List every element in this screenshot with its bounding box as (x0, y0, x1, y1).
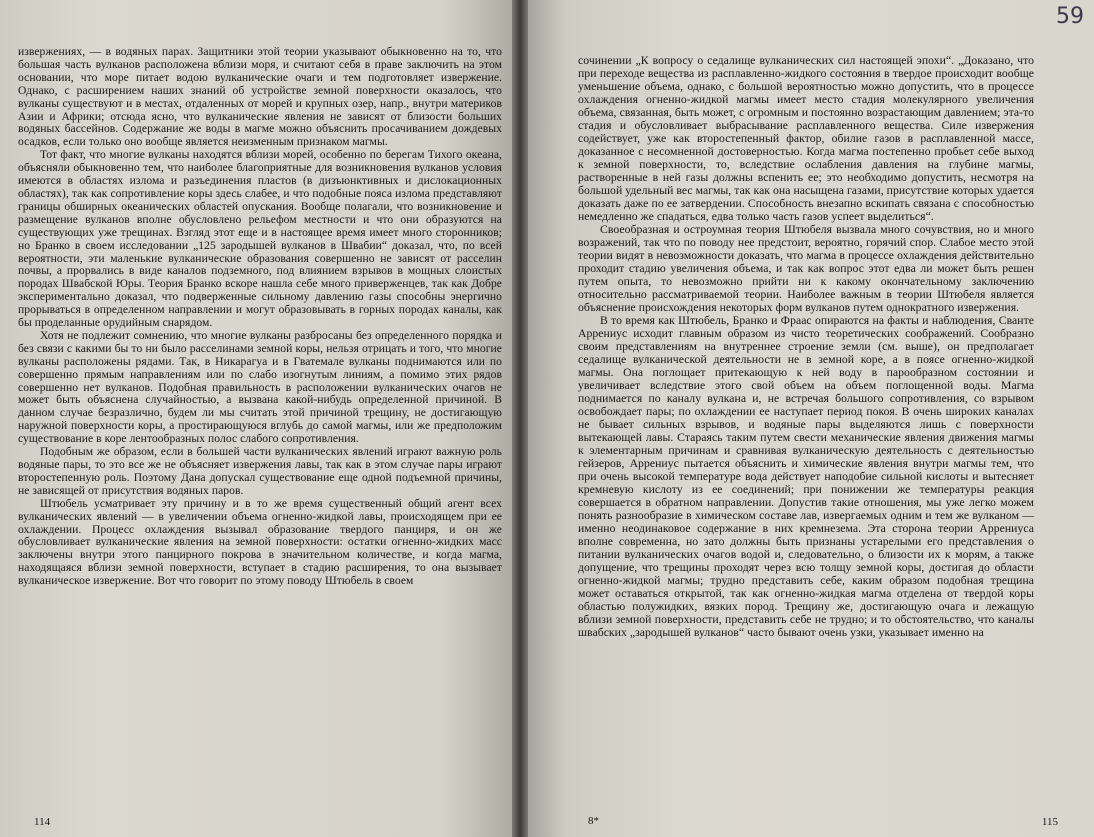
paragraph: сочинении „К вопросу о седалище вулканических сил настоящей эпохи“. „Доказано, что при переходе вещества из расплавленно-жидкого состояния в твердое происходит вообще уменьшение объема, однако, с большой вероятностью можно допустить, что в процессе охлаждения огненно-жидкой магмы имеет место стадия молекулярного увеличения объема, связанная, быть может, с огромным и постоянно возрастающим давлением; эта-то стадия и обусловливает выбрасывание расплавленного вещества. Силе извержения содействует, уже как второстепенный фактор, обилие газов в расплавленной массе, доказанное с несомненной достоверностью. Когда магма постепенно пробьет себе выход к земной поверхности, то, вследствие ослабления давления на глубине магмы, растворенные в ней газы должны вспенить ее; это необходимо допустить, несмотря на большой удельный вес магмы, так как она насыщена газами, присутствие которых удается доказать даже по ее затвердении. Способность внезапно вскипать связана с способностью немедленно же спадаться, едва только часть газов успеет выделиться“. (578, 54, 1034, 223)
paragraph: Тот факт, что многие вулканы находятся вблизи морей, особенно по берегам Тихого океана, объясняли обыкновенно тем, что наиболее благоприятные для возникновения вулканов условия имеются в областях излома и разъединения пластов (в дизъюнктивных и дислокационных областях), так как сопротивление коры здесь слабее, и что подобные пояса излома представляют границы обширных океанических областей опускания. Вообще полагали, что возникновение и размещение вулканов вполне обусловлено рельефом местности и что они образуются на существующих уже трещинах. Взгляд этот еще и в настоящее время имеет много сторонников; но Бранко в своем исследовании „125 зародышей вулканов в Швабии“ доказал, что, по всей вероятности, эти маленькие вулканические образования совершенно не зависят от расселин почвы, а прорвались в виде каналов подземного, под влиянием взрывов в мощных слоистых породах Швабской Юры. Теория Бранко вскоре нашла себе много приверженцев, так как Добре экспериментально доказал, что подверженные сильному давлению газы способны энергично прорываться в определенном направлении и могут образовывать в горных породах каналы, как бы проделанные орудийным снарядом. (18, 148, 502, 330)
signature-mark: 8* (588, 815, 599, 827)
left-page (0, 0, 520, 837)
page-number: 115 (1041, 816, 1058, 828)
paragraph: извержениях, — в водяных парах. Защитники этой теории указывают обыкновенно на то, что большая часть вулканов расположена вблизи моря, и считают себя в праве заключить на этом основании, что море питает водою вулканические очаги и тем подготовляет извержение. Однако, с расширением наших знаний об устройстве земной поверхности оказалось, что вулканы существуют и в местах, отдаленных от морей и крупных озер, напр., внутри материков Азии и Африки; отсюда ясно, что вулканические явления не зависят от близости больших водяных бассейнов. Содержание же воды в магме можно объяснить просачиванием дождевых осадков, если только оно вообще является неизменным признаком магмы. (18, 45, 502, 149)
paragraph: Хотя не подлежит сомнению, что многие вулканы разбросаны без определенного порядка и без связи с какими бы то ни было расселинами земной коры, нельзя отрицать и того, что многие вулканы расположены рядами. Так, в Никарагуа и в Гватемале вулканы поднимаются или по совершенно прямым направлениям или по слабо изогнутым линиям, а помимо этих рядов совершенно нет вулканов. Подобная правильность в расположении вулканических очагов не может быть объяснена случайностью, а вызвана какой-нибудь определенной причиной. В данном случае безразлично, будем ли мы считать этой причиной трещину, не достигающую наружной поверхности коры, а простирающуюся вглубь до самой магмы, или же предположим существование в коре лентообразных полос слабого сопротивления. (18, 328, 502, 446)
paragraph: В то время как Штюбель, Бранко и Фраас опираются на факты и наблюдения, Сванте Аррениус исходит главным образом из чисто теоретических соображений. Сообразно своим представлениям на внутреннее строение земли (см. выше), он предполагает седалище вулканической деятельности не в земной коре, а в поясе огненно-жидкой магмы. Она поглощает притекающую к ней воду в парообразном состоянии и увеличивает вследствие этого свой объем на объем поглощенной воды. Магма поднимается по каналу вулкана и, не встречая большого сопротивления, со взрывом освобождает пары; по охлаждении ее наступает период покоя. В очень широких каналах не бывает сильных взрывов, и водяные пары выделяются лишь с поверхности вытекающей лавы. Стараясь таким путем свести механические явления движения магмы к элементарным причинам и сравнивая вулканическую деятельность с деятельностью гейзеров, Аррениус пытается объяснить и химические явления внутри магмы тем, что при очень высокой температуре вода действует наподобие сильной кислоты и вытесняет кремневую кислоту из ее соединений; при понижении же температуры реакция совершается в обратном направлении. Допустив такие отношения, мы уже легко можем понять разнообразие в химическом составе лав, извергаемых одним и тем же вулканом — именно неодинаковое содержание в них кремнезема. Эта сторона теории Аррениуса вполне современна, но зато должны быть признаны устарелыми его представления о питании вулканических очагов водой и, следовательно, о близости их к морям, а также допущение, что трещины проходят через всю толщу земной коры, достигая до области огненно-жидкой магмы; трудно представить себе, каким образом подобная трещина может оставаться открытой, так как огненно-жидкая магма отделена от твердой коры областью полужидких, вязких пород. Трещину же, достигающую очага и лежащую вблизи земной поверхности, представить себе не трудно; и то обстоятельство, что каналы швабских „зародышей вулканов“ часто бывают очень узки, указывает именно на (578, 314, 1034, 639)
page-number: 114 (34, 816, 51, 828)
paragraph: Подобным же образом, если в большей части вулканических явлений играют важную роль водяные пары, то это все же не объясняет извержения лавы, так как в этом случае пары играют второстепенную роль. Поэтому Дана допускал существование еще одной подъемной причины, не зависящей от присутствия водяных паров. (18, 445, 502, 497)
paragraph: Штюбель усматривает эту причину и в то же время существенный общий агент всех вулканических явлений — в увеличении объема огненно-жидкой лавы, происходящем при ее охлаждении. Процесс охлаждения вызывал образование твердого панциря, и он же обусловливает вулканические явления на земной поверхности: остатки огненно-жидких масс заключены внутри этого панцирного покрова в значительном количестве, и когда магма, находящаяся вблизи земной поверхности, вступает в стадию расширения, то она вызывает вулканическое извержение. Вот что говорит по этому поводу Штюбель в своем (18, 496, 502, 588)
right-page (520, 0, 1094, 837)
handwritten-page-note: 59 (1056, 4, 1084, 29)
book-gutter (512, 0, 528, 837)
paragraph: Своеобразная и остроумная теория Штюбеля вызвала много сочувствия, но и много возражений, так что по поводу нее предстоит, вероятно, горячий спор. Слабое место этой теории видят в невозможности доказать, что магма в процессе охлаждения действительно проходит стадию увеличения объема, и так как вопрос этот едва ли может быть решен путем опыта, то невозможно прийти ни к какому окончательному заключению относительно рассматриваемой теории. Наиболее важным в теории Штюбеля является объяснение происхождения некоторых форм вулканов путем однократного извержения. (578, 223, 1034, 314)
